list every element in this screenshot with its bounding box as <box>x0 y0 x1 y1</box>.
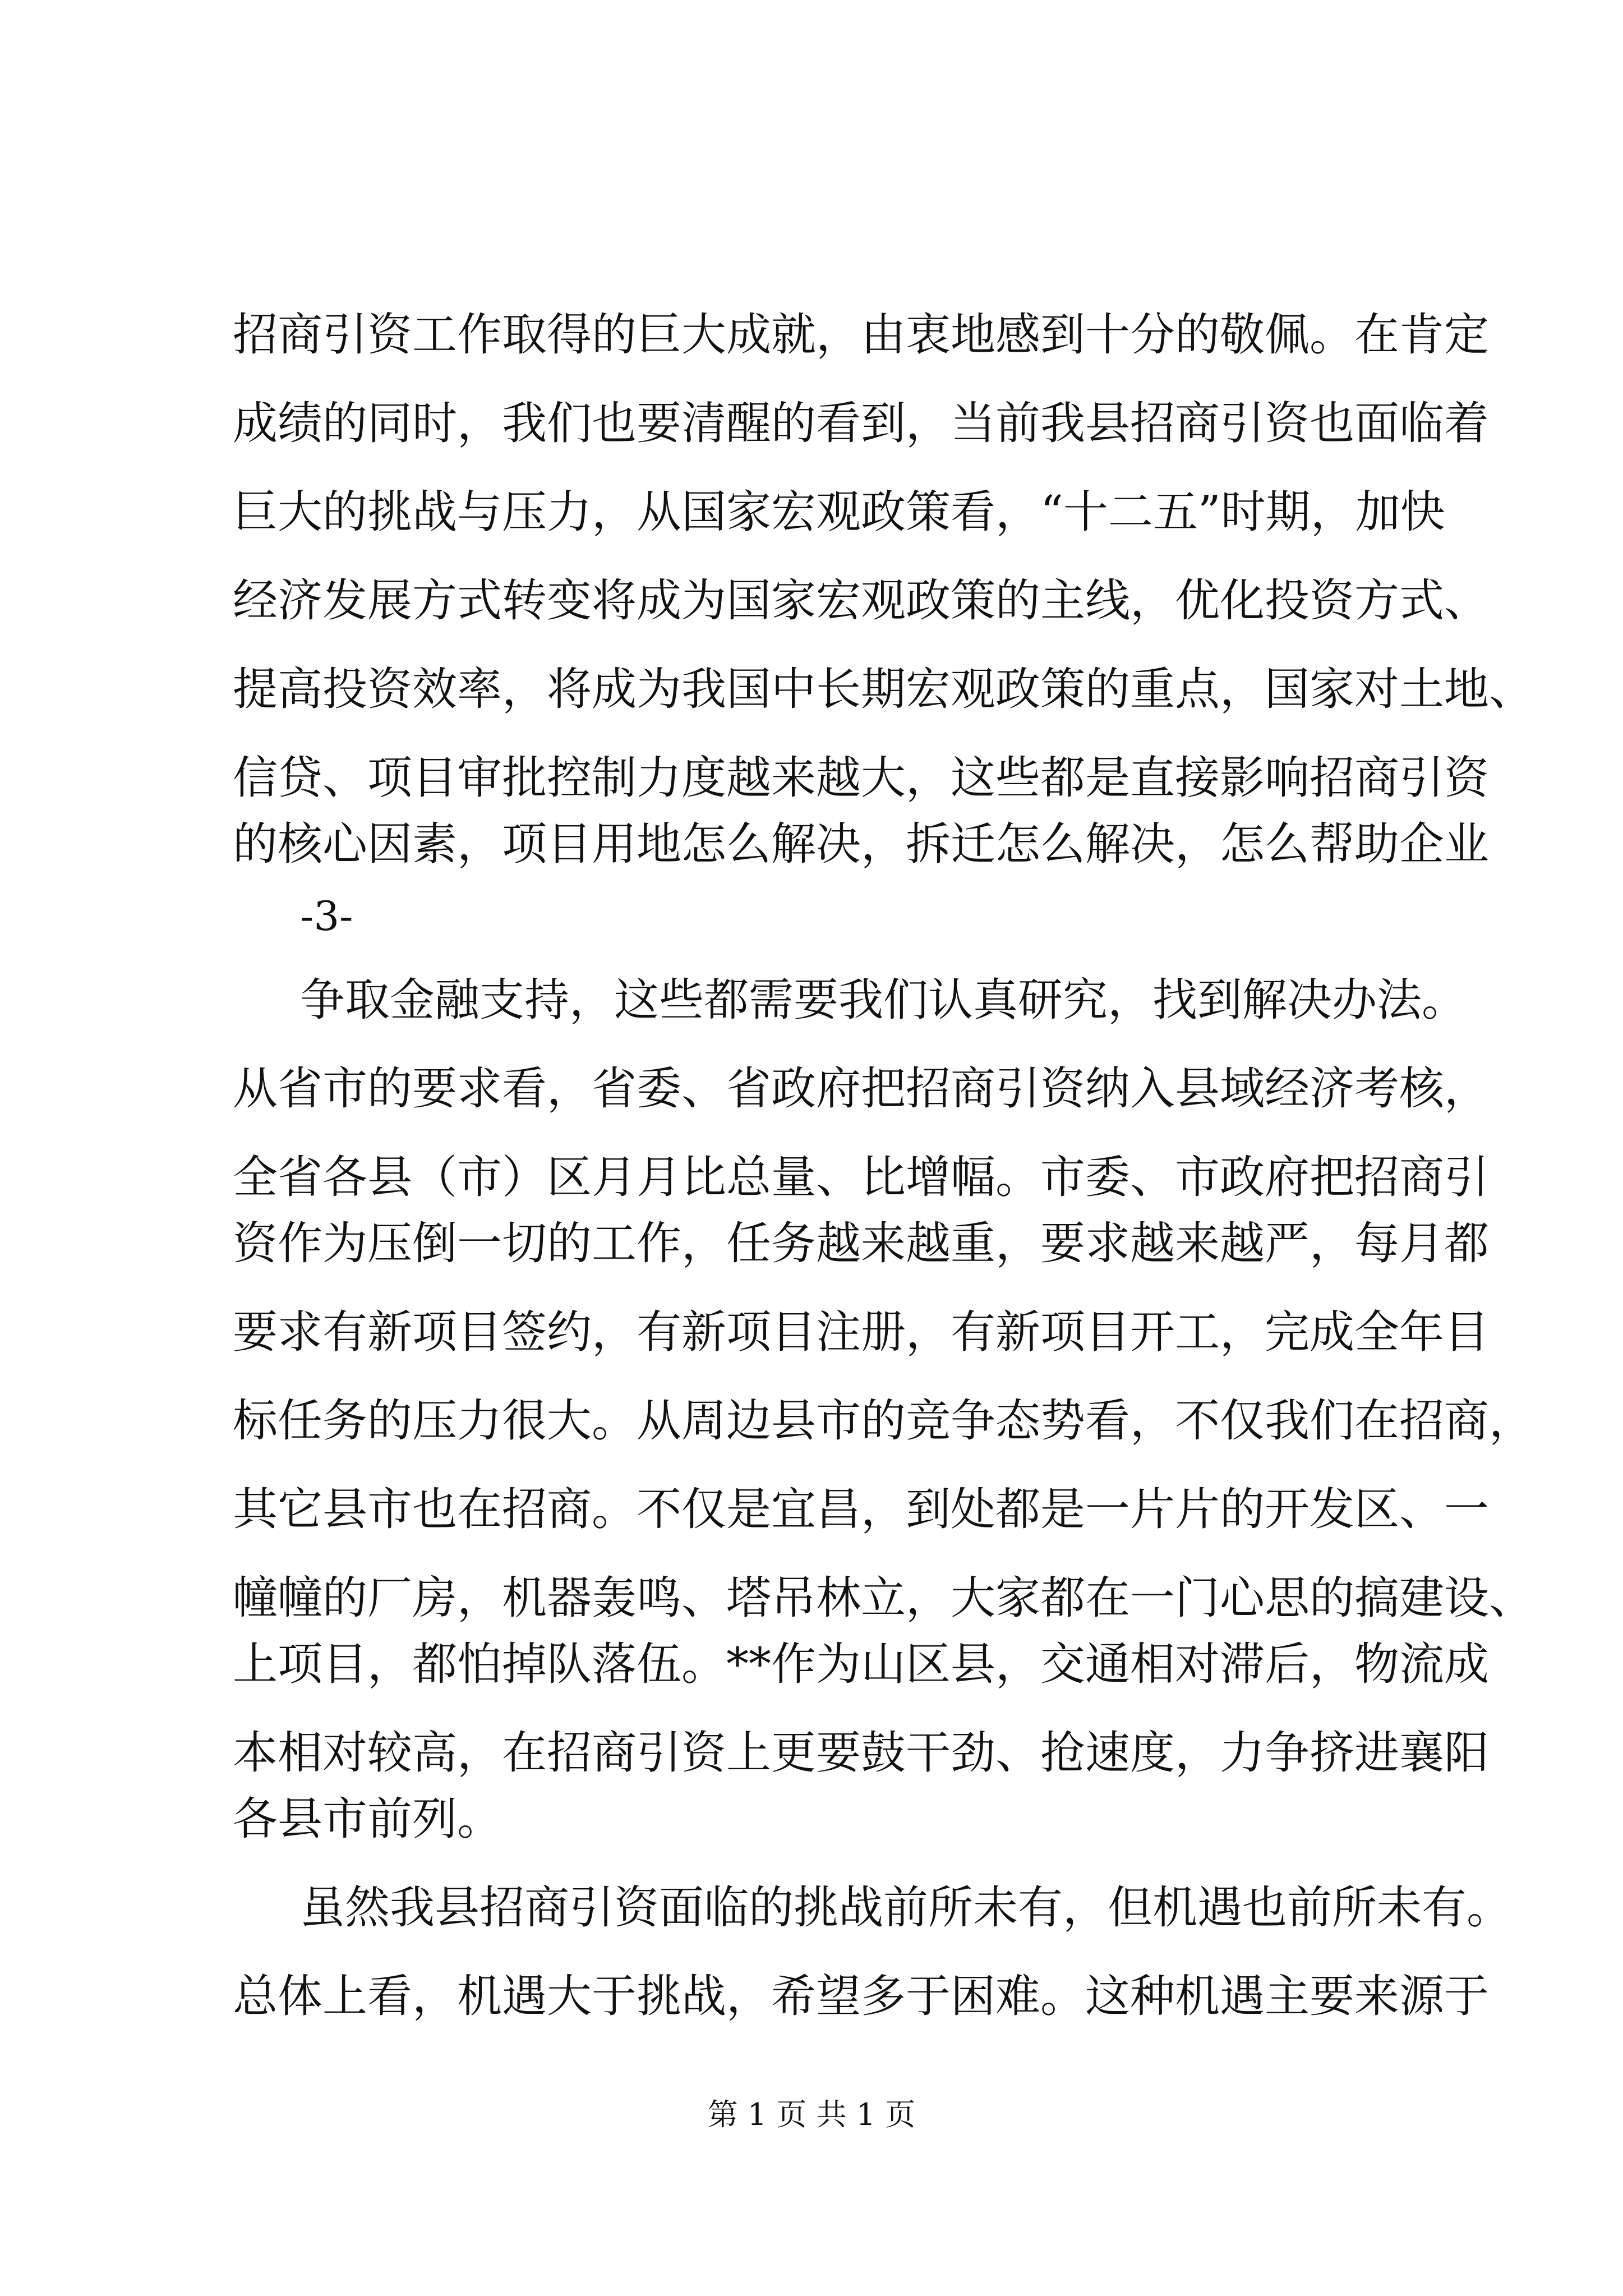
paragraph-line: 标任务的压力很大。从周边县市的竞争态势看，不仅我们在招商， <box>233 1395 1534 1447</box>
paragraph-line: 虽然我县招商引资面临的挑战前所未有，但机遇也前所未有。 <box>300 1881 1511 1934</box>
paragraph-line: 的核心因素，项目用地怎么解决，拆迁怎么解决，怎么帮助企业 <box>233 818 1489 870</box>
paragraph-line: 招商引资工作取得的巨大成就，由衷地感到十分的敬佩。在肯定 <box>233 309 1489 361</box>
paragraph-line: 要求有新项目签约，有新项目注册，有新项目开工，完成全年目 <box>233 1306 1489 1358</box>
paragraph-line: 从省市的要求看，省委、省政府把招商引资纳入县域经济考核， <box>233 1062 1489 1115</box>
paragraph-line: 各县市前列。 <box>233 1793 502 1845</box>
paragraph-line: 提高投资效率，将成为我国中长期宏观政策的重点，国家对土地、 <box>233 663 1534 715</box>
paragraph-line: 幢幢的厂房，机器轰鸣、塔吊林立，大家都在一门心思的搞建设、 <box>233 1572 1534 1624</box>
paragraph-line: 成绩的同时，我们也要清醒的看到，当前我县招商引资也面临着 <box>233 397 1489 449</box>
paragraph-line: 资作为压倒一切的工作，任务越来越重，要求越来越严，每月都 <box>233 1217 1489 1269</box>
page-footer: 第 1 页 共 1 页 <box>707 2097 916 2132</box>
paragraph-line: 其它县市也在招商。不仅是宜昌，到处都是一片片的开发区、一 <box>233 1483 1489 1535</box>
paragraph-line: 本相对较高，在招商引资上更要鼓干劲、抢速度，力争挤进襄阳 <box>233 1727 1489 1779</box>
paragraph-line: 上项目，都怕掉队落伍。**作为山区县，交通相对滞后，物流成 <box>233 1638 1489 1690</box>
paragraph-line: 总体上看，机遇大于挑战，希望多于困难。这种机遇主要来源于 <box>233 1970 1489 2022</box>
paragraph-line: 信贷、项目审批控制力度越来越大，这些都是直接影响招商引资 <box>233 752 1489 804</box>
paragraph-line: 争取金融支持，这些都需要我们认真研究，找到解决办法。 <box>300 974 1467 1026</box>
page-marker: -3- <box>300 892 353 940</box>
paragraph-line: 经济发展方式转变将成为国家宏观政策的主线，优化投资方式、 <box>233 574 1489 627</box>
paragraph-line: 全省各县（市）区月月比总量、比增幅。市委、市政府把招商引 <box>233 1151 1489 1203</box>
paragraph-line: 巨大的挑战与压力，从国家宏观政策看，“十二五”时期，加快 <box>233 486 1445 538</box>
